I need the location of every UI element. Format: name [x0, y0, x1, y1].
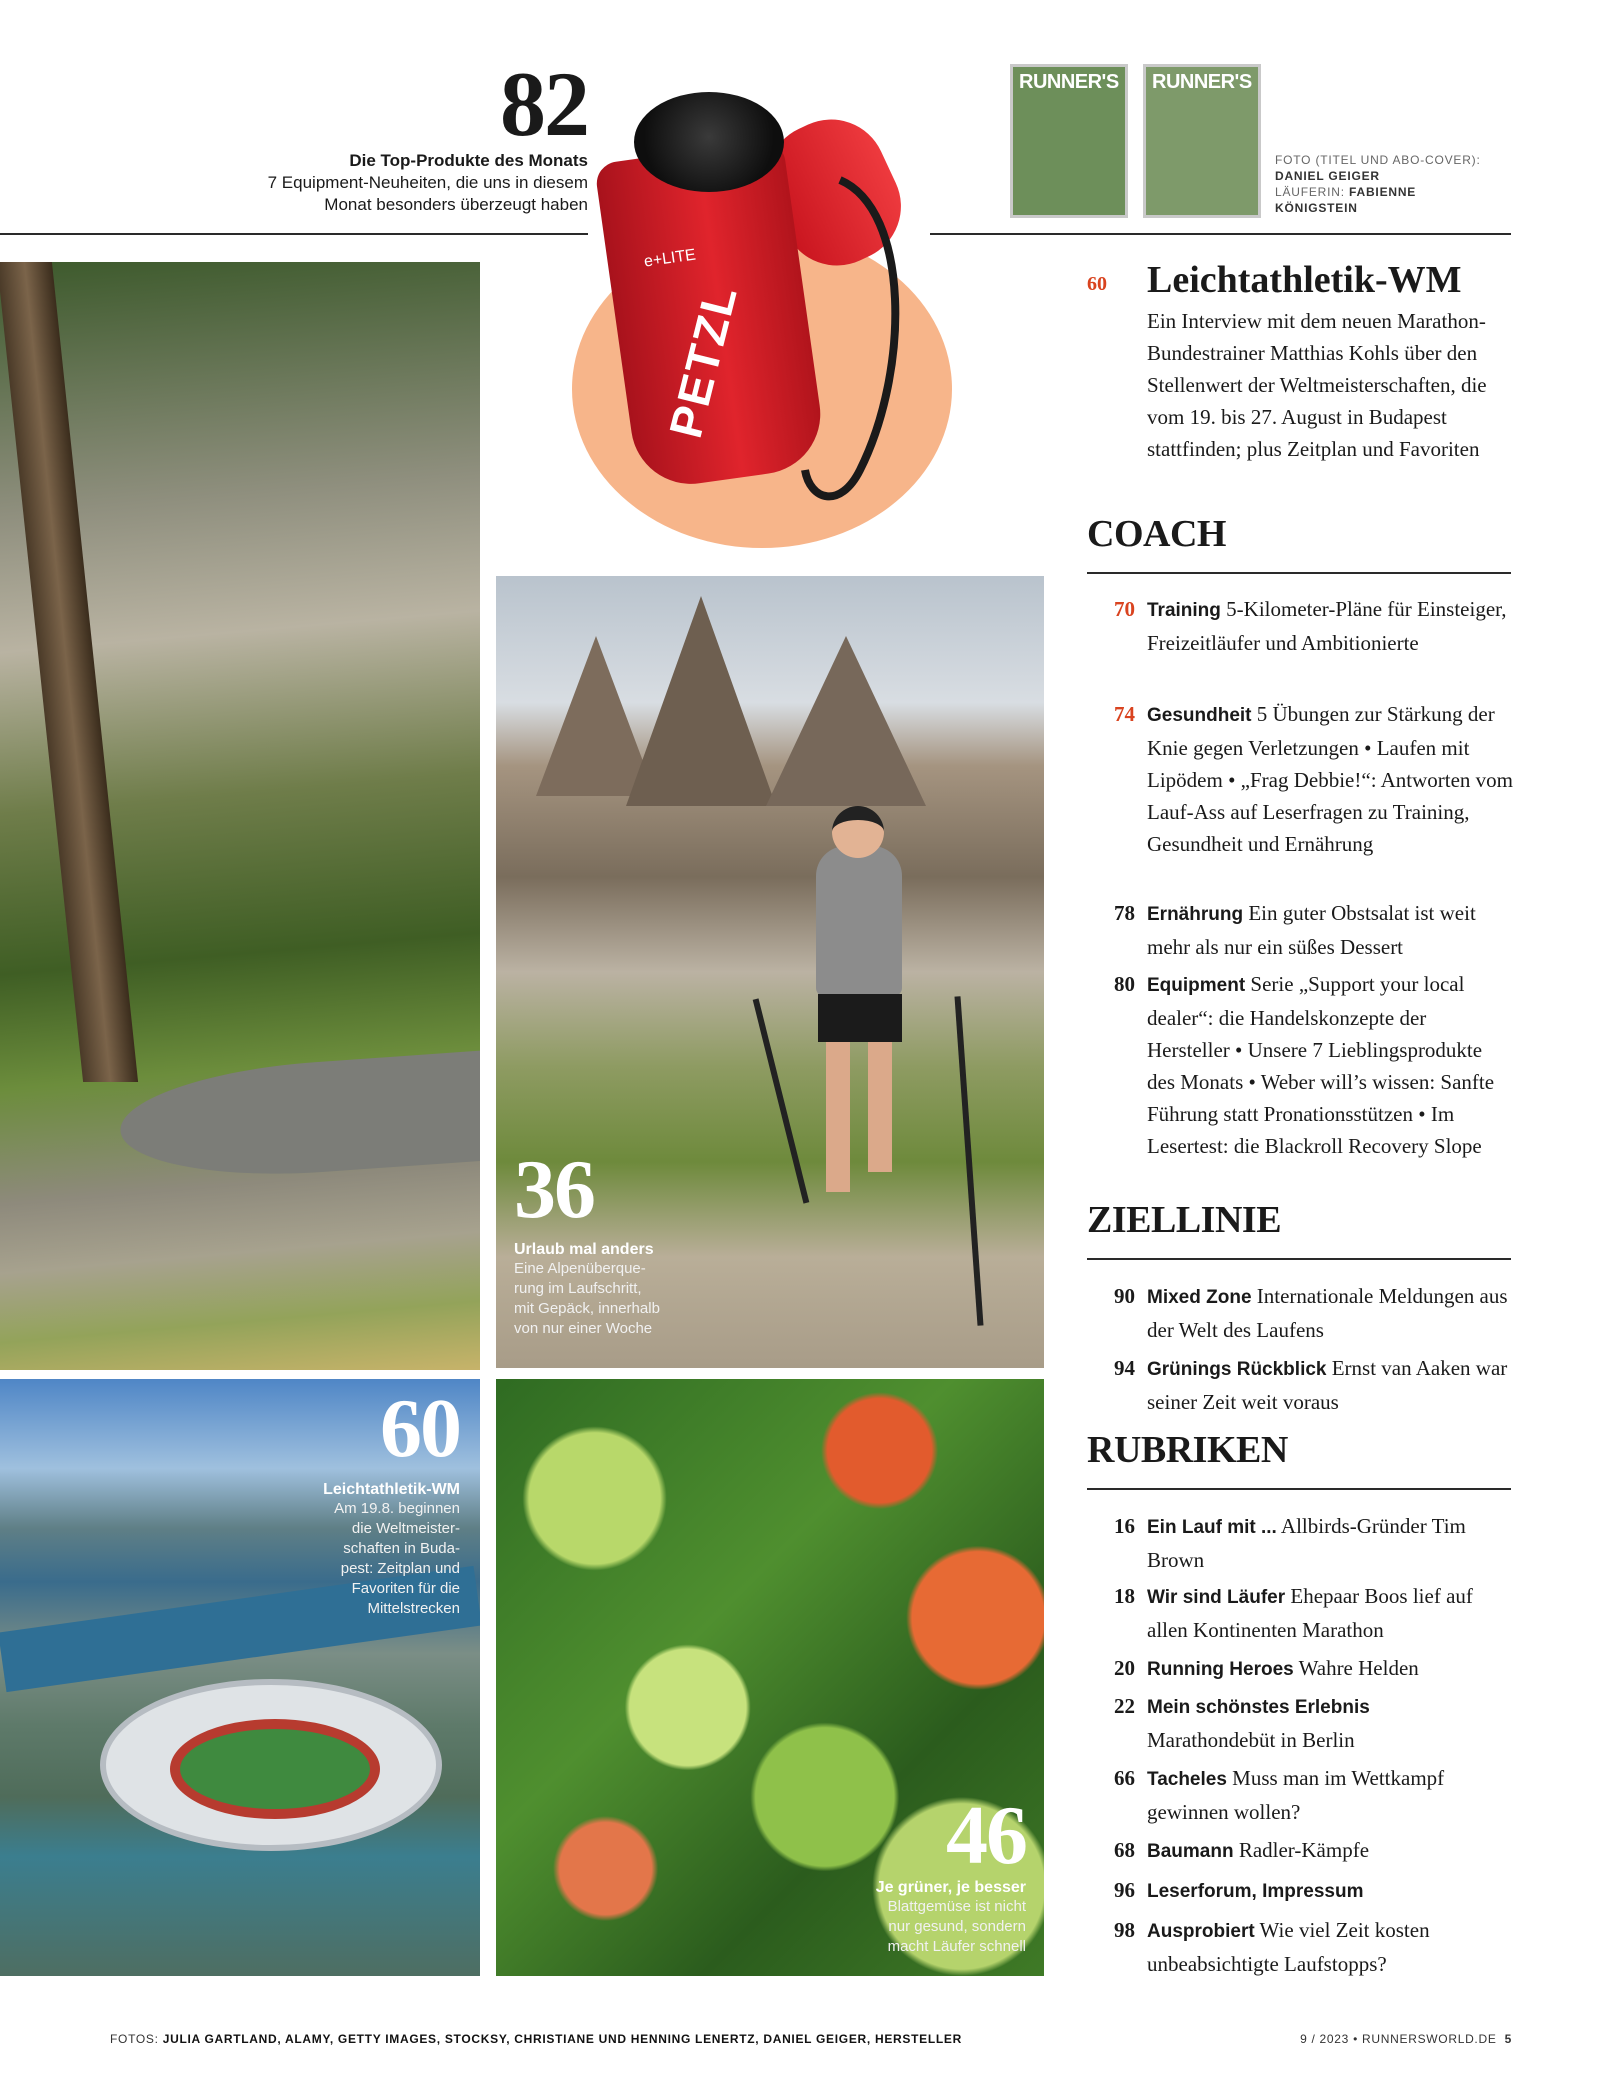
photo-caption-line: Am 19.8. beginnen: [334, 1500, 460, 1517]
photo-page-number: 60: [380, 1382, 460, 1475]
toc-entry[interactable]: [1087, 1914, 1511, 1978]
toc-entry[interactable]: [1087, 593, 1511, 689]
section-title-rubriken: RUBRIKEN: [1087, 1429, 1288, 1471]
toc-entry-title: Leserforum, Impressum: [1147, 1881, 1364, 1902]
toc-page-number: 74: [1114, 702, 1135, 726]
toc-page-number: 22: [1114, 1694, 1135, 1718]
toc-entry[interactable]: [1087, 698, 1514, 890]
footer-site[interactable]: RUNNERSWORLD.DE: [1362, 2032, 1497, 2046]
toc-page-number: 66: [1114, 1766, 1135, 1790]
toc-entry[interactable]: [1087, 897, 1511, 961]
toc-page-number: 98: [1114, 1918, 1135, 1942]
footer-credit-names: JULIA GARTLAND, ALAMY, GETTY IMAGES, STOCKSY, CHRISTIANE UND HENNING LENERTZ, DANIEL GEIGER, HERSTELLER: [162, 2032, 962, 2046]
toc-entry-title: Gesundheit: [1147, 705, 1252, 726]
cover-masthead: RUNNER'S: [1019, 71, 1119, 93]
photo-caption: [514, 1241, 754, 1339]
toc-entry[interactable]: [1087, 1580, 1511, 1644]
toc-entry[interactable]: [1087, 1834, 1511, 1866]
credit-label: FOTO (TITEL UND ABO-COVER):: [1275, 153, 1481, 167]
runner-leg: [826, 1042, 850, 1192]
photo-caption-line: macht Läufer schnell: [887, 1938, 1026, 1955]
toc-page-number: 80: [1114, 972, 1135, 996]
toc-entry-title: Training: [1147, 600, 1221, 621]
toc-entry-title: Ernährung: [1147, 904, 1244, 925]
photo-caption-title: Urlaub mal anders: [514, 1241, 654, 1258]
toc-entry[interactable]: [1087, 1352, 1511, 1416]
toc-page-number: 90: [1114, 1284, 1135, 1308]
toc-entry-title: Tacheles: [1147, 1769, 1227, 1790]
photo-caption-line: von nur einer Woche: [514, 1320, 653, 1337]
toc-page-number: 68: [1114, 1838, 1135, 1862]
toc-entry-text: Muss man im Wettkampf gewinnen wollen?: [1147, 1766, 1445, 1824]
section-rule: [1087, 1488, 1511, 1490]
headlamp-dial: [634, 92, 784, 192]
toc-entry-title: Baumann: [1147, 1841, 1234, 1862]
toc-entry-title: Running Heroes: [1147, 1659, 1294, 1680]
toc-entry-text: Allbirds-Gründer Tim Brown: [1147, 1514, 1466, 1572]
credit-runner: FABIENNE: [1349, 185, 1417, 199]
headlamp-strap-cable: [800, 170, 920, 530]
toc-entry-title: Wir sind Läufer: [1147, 1587, 1286, 1608]
mountain-peak: [626, 596, 776, 806]
credit-runner: KÖNIGSTEIN: [1275, 201, 1358, 215]
photo-leafy-greens[interactable]: [496, 1379, 1044, 1976]
runner-shorts: [818, 994, 902, 1042]
photo-caption-line: schaften in Buda-: [343, 1540, 460, 1557]
photo-caption-line: Blattgemüse ist nicht: [887, 1898, 1026, 1915]
toc-entry-text: Radler-Kämpfe: [1233, 1838, 1370, 1862]
toc-page-number: 96: [1114, 1878, 1135, 1902]
credit-label: LÄUFERIN:: [1275, 185, 1345, 199]
cover-photo-credit: [1275, 152, 1505, 216]
toc-entry-text: Internationale Meldungen aus der Welt des Laufens: [1147, 1284, 1508, 1342]
footer-photo-credits: [110, 2032, 962, 2046]
cover-masthead: RUNNER'S: [1152, 71, 1252, 93]
lead-page-number[interactable]: 60: [1087, 273, 1107, 295]
photo-budapest-stadium[interactable]: [0, 1379, 480, 1976]
toc-entry-title: Grünings Rückblick: [1147, 1359, 1327, 1380]
toc-entry-title: Ausprobiert: [1147, 1921, 1255, 1942]
toc-entry[interactable]: [1087, 1280, 1511, 1344]
footer-issue: 9 / 2023: [1300, 2032, 1350, 2046]
section-rule: [1087, 1258, 1511, 1260]
header-rule-right: [930, 233, 1511, 235]
photo-page-number: 36: [514, 1143, 594, 1236]
toc-entry[interactable]: [1087, 1652, 1511, 1684]
feature-page-number: 82: [500, 53, 588, 155]
photo-dolomites-runner[interactable]: [496, 576, 1044, 1368]
toc-entry-text: Wahre Helden: [1293, 1656, 1419, 1680]
toc-entry[interactable]: [1087, 1762, 1511, 1826]
toc-entry-text: 5-Kilometer-Pläne für Einsteiger, Freizeitläufer und Ambitionierte: [1147, 597, 1507, 655]
tree-trunk: [0, 262, 138, 1082]
runner-figure: [816, 846, 902, 996]
photo-caption-line: die Weltmeister-: [351, 1520, 460, 1537]
toc-entry-text: Wie viel Zeit kosten unbeabsichtigte Laufstopps?: [1147, 1918, 1430, 1976]
toc-entry-text: Marathondebüt in Berlin: [1147, 1728, 1355, 1752]
feature-teaser-line: Monat besonders überzeugt haben: [324, 195, 588, 214]
stadium-field: [170, 1719, 380, 1819]
runner-head: [832, 806, 884, 858]
footer-page-number: 5: [1504, 2032, 1512, 2046]
footer-credit-label: FOTOS:: [110, 2032, 159, 2046]
toc-page-number: 78: [1114, 901, 1135, 925]
photo-caption-line: nur gesund, sondern: [888, 1918, 1026, 1935]
toc-page-number: 18: [1114, 1584, 1135, 1608]
feature-teaser: [200, 150, 588, 216]
toc-entry-text: 5 Übungen zur Stärkung der Knie gegen Verletzungen • Laufen mit Lipödem • „Frag Debbie!“: Antworten vom Lauf-Ass auf Leserfragen zu Training, Gesundheit und Ernährung: [1147, 702, 1514, 856]
toc-page-number: 94: [1114, 1356, 1135, 1380]
photo-forest-trail[interactable]: [0, 262, 480, 1370]
photo-caption-line: Mittelstrecken: [367, 1600, 460, 1617]
toc-page-number: 20: [1114, 1656, 1135, 1680]
toc-entry-text: Serie „Support your local dealer“: die Handelskonzepte der Hersteller • Unsere 7 Lieblingsprodukte des Monats • Weber will’s wissen: Sanfte Führung statt Pronationsstützen • Im Lesertest: die Blackroll Recovery Slope: [1147, 972, 1495, 1158]
section-title-coach: COACH: [1087, 513, 1226, 555]
runner-leg: [868, 1042, 892, 1172]
toc-page-number: 16: [1114, 1514, 1135, 1538]
toc-entry[interactable]: [1087, 1510, 1511, 1574]
photo-caption-title: Leichtathletik-WM: [323, 1481, 460, 1498]
toc-page-number: 70: [1114, 597, 1135, 621]
toc-entry-text: Ein guter Obstsalat ist weit mehr als nur ein süßes Dessert: [1147, 901, 1476, 959]
lead-title[interactable]: Leichtathletik-WM: [1147, 259, 1462, 301]
toc-entry[interactable]: [1087, 1874, 1511, 1906]
section-rule: [1087, 572, 1511, 574]
trail-road: [117, 1048, 480, 1186]
lead-teaser: Ein Interview mit dem neuen Marathon-Bundestrainer Matthias Kohls über den Stellenwert der Weltmeisterschaften, die vom 19. bis 27. August in Budapest stattfinden; plus Zeitplan und Favoriten: [1147, 309, 1487, 461]
toc-entry-text: Ehepaar Boos lief auf allen Kontinenten Marathon: [1147, 1584, 1473, 1642]
cover-thumbnail-abo[interactable]: [1143, 64, 1261, 218]
photo-caption: [766, 1879, 1026, 1957]
cover-thumbnail-title[interactable]: [1010, 64, 1128, 218]
toc-entry-text: Ernst van Aaken war seiner Zeit weit voraus: [1147, 1356, 1508, 1414]
photo-caption: [230, 1481, 460, 1619]
photo-caption-title: Je grüner, je besser: [875, 1879, 1026, 1896]
trekking-pole: [753, 998, 810, 1203]
toc-entry[interactable]: [1087, 968, 1511, 1160]
headlamp-model-label: e+LITE: [643, 246, 697, 271]
toc-entry-title: Equipment: [1147, 975, 1246, 996]
section-title-ziellinie: ZIELLINIE: [1087, 1199, 1282, 1241]
toc-entry-title: Mein schönstes Erlebnis: [1147, 1697, 1370, 1718]
photo-caption-line: pest: Zeitplan und: [340, 1560, 460, 1577]
toc-entry-title: Mixed Zone: [1147, 1287, 1252, 1308]
feature-teaser-title: Die Top-Produkte des Monats: [349, 151, 588, 170]
toc-entry-title: Ein Lauf mit ...: [1147, 1517, 1277, 1538]
photo-caption-line: mit Gepäck, innerhalb: [514, 1300, 660, 1317]
photo-caption-line: Favoriten für die: [351, 1580, 460, 1597]
trekking-pole: [954, 996, 983, 1326]
photo-caption-line: Eine Alpenüberque-: [514, 1260, 646, 1277]
mountain-peak: [766, 636, 926, 806]
toc-entry[interactable]: [1087, 1690, 1511, 1754]
photo-page-number: 46: [946, 1789, 1026, 1882]
feature-teaser-line: 7 Equipment-Neuheiten, die uns in diesem: [267, 173, 588, 192]
headlamp-brand-logo: PETZL: [658, 279, 748, 443]
footer-issue-info: 9 / 2023 • RUNNERSWORLD.DE 5: [1300, 2032, 1512, 2046]
header-rule-left: [0, 233, 588, 235]
photo-caption-line: rung im Laufschritt,: [514, 1280, 642, 1297]
credit-name: DANIEL GEIGER: [1275, 169, 1380, 183]
